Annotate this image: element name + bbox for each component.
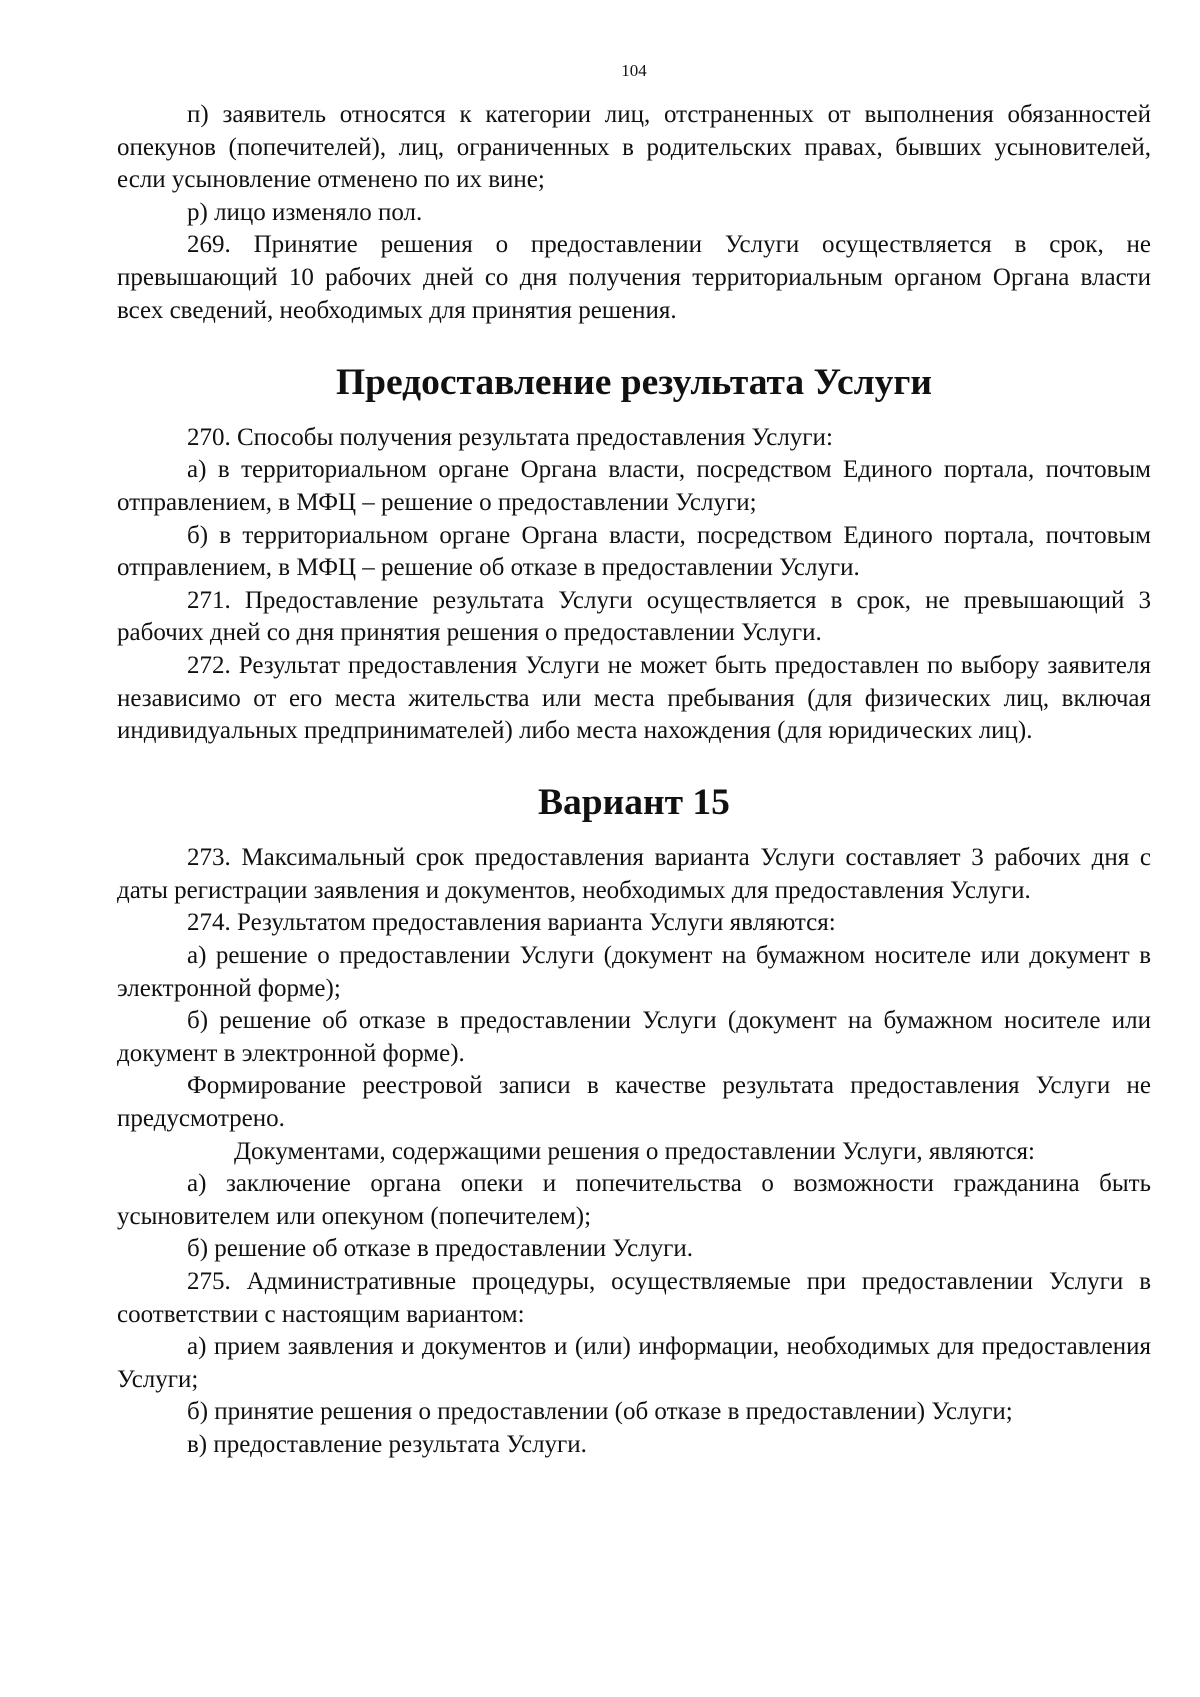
paragraph-275-a: а) прием заявления и документов и (или) информации, необходимых для предоставления Услуги; bbox=[117, 1333, 1151, 1393]
paragraph-274: 274. Результатом предоставления варианта Услуги являются: bbox=[187, 909, 836, 937]
paragraph-272: 272. Результат предоставления Услуги не может быть предоставлен по выбору заявителя независимо от его места жительства или места пребывания (для физических лиц, включая индивидуальных предпринимателей) либо места нахождения (для юридических лиц). bbox=[117, 651, 1151, 745]
paragraph-271: 271. Предоставление результата Услуги осуществляется в срок, не превышающий 3 рабочих дней со дня принятия решения о предоставлении Услуги. bbox=[117, 586, 1151, 647]
paragraph-270-b: б) в территориальном органе Органа власти, посредством Единого портала, почтовым отправлением, в МФЦ – решение об отказе в предоставлении Услуги. bbox=[117, 521, 1151, 582]
paragraph-273: 273. Максимальный срок предоставления варианта Услуги составляет 3 рабочих дня с даты регистрации заявления и документов, необходимых для предоставления Услуги. bbox=[117, 844, 1151, 904]
paragraph-269: 269. Принятие решения о предоставлении Услуги осуществляется в срок, не превышающий 10 рабочих дней со дня получения территориальным органом Органа власти всех сведений, необходимых для принятия решения. bbox=[117, 231, 1151, 324]
paragraph-270: 270. Способы получения результата предоставления Услуги: bbox=[187, 423, 833, 451]
paragraph-275-b: б) принятие решения о предоставлении (об отказе в предоставлении) Услуги; bbox=[187, 1398, 1013, 1426]
paragraph-274-b: б) решение об отказе в предоставлении Услуги (документ на бумажном носителе или документ в электронной форме). bbox=[117, 1007, 1151, 1067]
paragraph-274-a: а) решение о предоставлении Услуги (документ на бумажном носителе или документ в электронной форме); bbox=[117, 942, 1151, 1002]
paragraph-270-a: а) в территориальном органе Органа власти, посредством Единого портала, почтовым отправлением, в МФЦ – решение о предоставлении Услуги; bbox=[117, 456, 1151, 516]
page-number: 104 bbox=[621, 61, 647, 80]
paragraph-documents-a: а) заключение органа опеки и попечительства о возможности гражданина быть усыновителем или опекуном (попечителем); bbox=[117, 1170, 1151, 1230]
paragraph-275: 275. Административные процедуры, осуществляемые при предоставлении Услуги в соответствии с настоящим вариантом: bbox=[117, 1268, 1151, 1328]
section-heading-result: Предоставление результата Услуги bbox=[335, 362, 933, 404]
document-page bbox=[117, 60, 1151, 1462]
paragraph-documents: Документами, содержащими решения о предоставлении Услуги, являются: bbox=[234, 1137, 1035, 1165]
section-heading-variant-15: Вариант 15 bbox=[538, 781, 730, 823]
paragraph-documents-b: б) решение об отказе в предоставлении Услуги. bbox=[187, 1235, 694, 1263]
paragraph-p: п) заявитель относятся к категории лиц, отстраненных от выполнения обязанностей опекунов (попечителей), лиц, ограниченных в родительских правах, бывших усыновителей, если усыновление отменено по их вине; bbox=[117, 101, 1151, 194]
paragraph-registry: Формирование реестровой записи в качестве результата предоставления Услуги не предусмотрено. bbox=[117, 1072, 1151, 1133]
paragraph-r: р) лицо изменяло пол. bbox=[187, 198, 423, 226]
paragraph-275-v: в) предоставление результата Услуги. bbox=[187, 1430, 587, 1458]
